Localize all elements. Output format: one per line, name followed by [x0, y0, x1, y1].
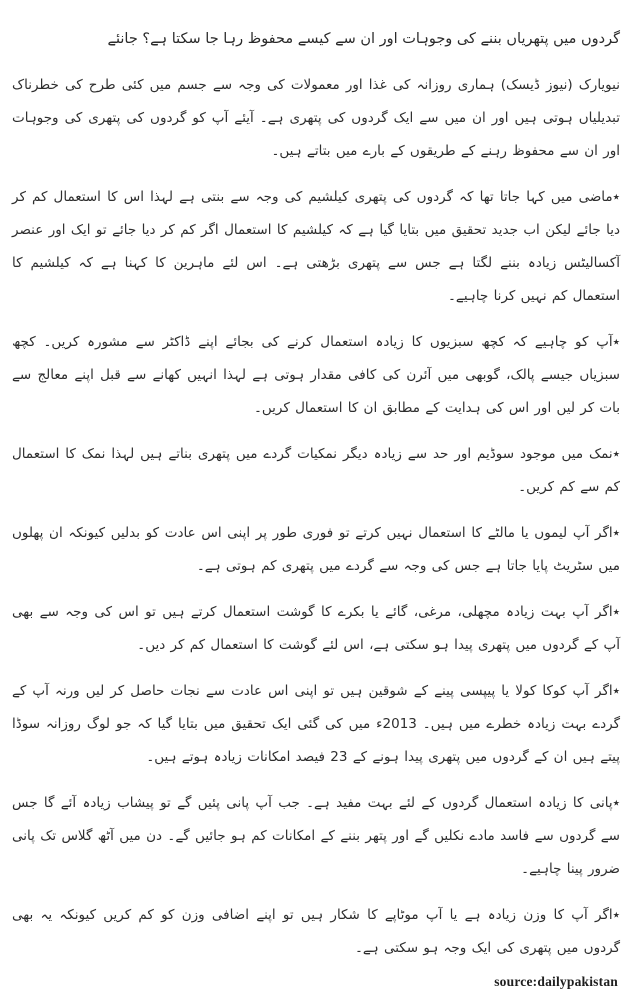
- article-paragraph-soda: ٭اگر آپ کوکا کولا یا پیپسی پینے کے شوقین ہیں تو اپنی اس عادت سے نجات حاصل کر لیں ورنہ آپ کے گردے بہت زیادہ خطرے میں ہیں۔ 2013ء میں کی گئی ایک تحقیق میں بتایا گیا کہ جو لوگ روزانہ سوڈا پیتے ہیں ان کے گردوں میں پتھری پیدا ہونے کے 23 فیصد امکانات زیادہ ہوتے ہیں۔: [12, 683, 621, 765]
- source-credit: source:dailypakistan: [494, 974, 618, 989]
- article-paragraph-meat: ٭اگر آپ بہت زیادہ مچھلی، مرغی، گائے یا بکرے کا گوشت استعمال کرتے ہیں تو اس کی وجہ سے بھی آپ کے گردوں میں پتھری پیدا ہو سکتی ہے، اس لئے گوشت کا استعمال کم کر دیں۔: [12, 604, 620, 653]
- article-body: [12, 22, 620, 965]
- article-paragraph-vegetables: ٭آپ کو چاہیے کہ کچھ سبزیوں کا زیادہ استعمال کرنے کی بجائے اپنے ڈاکٹر سے مشورہ کریں۔ کچھ سبزیاں جیسے پالک، گوبھی میں آئرن کی کافی مقدار ہوتی ہے لہذا انہیں کھانے سے قبل اپنے معالج سے بات کر لیں اور اس کی ہدایت کے مطابق ان کا استعمال کریں۔: [12, 334, 620, 416]
- article-paragraph-lemon: ٭اگر آپ لیموں یا مالٹے کا استعمال نہیں کرتے تو فوری طور پر اپنی اس عادت کو بدلیں کیونکہ ان پھلوں میں سٹریٹ پایا جاتا ہے جس کی وجہ سے گردے میں پتھری کم ہوتی ہے۔: [12, 525, 620, 574]
- article-paragraph-intro: نیویارک (نیوز ڈیسک) ہماری روزانہ کی غذا اور معمولات کی وجہ سے جسم میں کئی طرح کی خطرناک تبدیلیاں ہوتی ہیں اور ان میں سے ایک گردوں کی پتھری ہے۔ آیئے آپ کو گردوں کی پتھری کی وجوہات اور ان سے محفوظ رہنے کے طریقوں کے بارے میں بتاتے ہیں۔: [12, 77, 620, 159]
- article-paragraph-weight: ٭اگر آپ کا وزن زیادہ ہے یا آپ موٹاپے کا شکار ہیں تو اپنے اضافی وزن کو کم کریں کیونکہ یہ بھی گردوں میں پتھری کی ایک وجہ ہو سکتی ہے۔: [12, 907, 620, 956]
- article-paragraph-salt: ٭نمک میں موجود سوڈیم اور حد سے زیادہ دیگر نمکیات گردے میں پتھری بناتے ہیں لہذا نمک کا استعمال کم سے کم کریں۔: [12, 446, 620, 495]
- article-paragraph-calcium: ٭ماضی میں کہا جاتا تھا کہ گردوں کی پتھری کیلشیم کی وجہ سے بنتی ہے لہذا اس کا استعمال کم کر دیا جائے لیکن اب جدید تحقیق میں بتایا گیا ہے کہ کیلشیم کا استعمال اگر کم کر دیا جائے تو ایک اور عنصر آکسالیٹس زیادہ بننے لگتا ہے جس سے پتھری بڑھتی ہے۔ اس لئے ماہرین کا کہنا ہے کہ کیلشیم کا استعمال کم نہیں کرنا چاہیے۔: [12, 189, 620, 304]
- article-title: گردوں میں پتھریاں بننے کی وجوہات اور ان سے کیسے محفوظ رہا جا سکتا ہے؟ جانئے: [107, 31, 620, 47]
- article-paragraph-water: ٭پانی کا زیادہ استعمال گردوں کے لئے بہت مفید ہے۔ جب آپ پانی پئیں گے تو پیشاب زیادہ آئے گا جس سے گردوں سے فاسد مادے نکلیں گے اور پتھر بننے کے امکانات کم ہو جائیں گے۔ دن میں آٹھ گلاس تک پانی ضرور پینا چاہیے۔: [12, 795, 620, 877]
